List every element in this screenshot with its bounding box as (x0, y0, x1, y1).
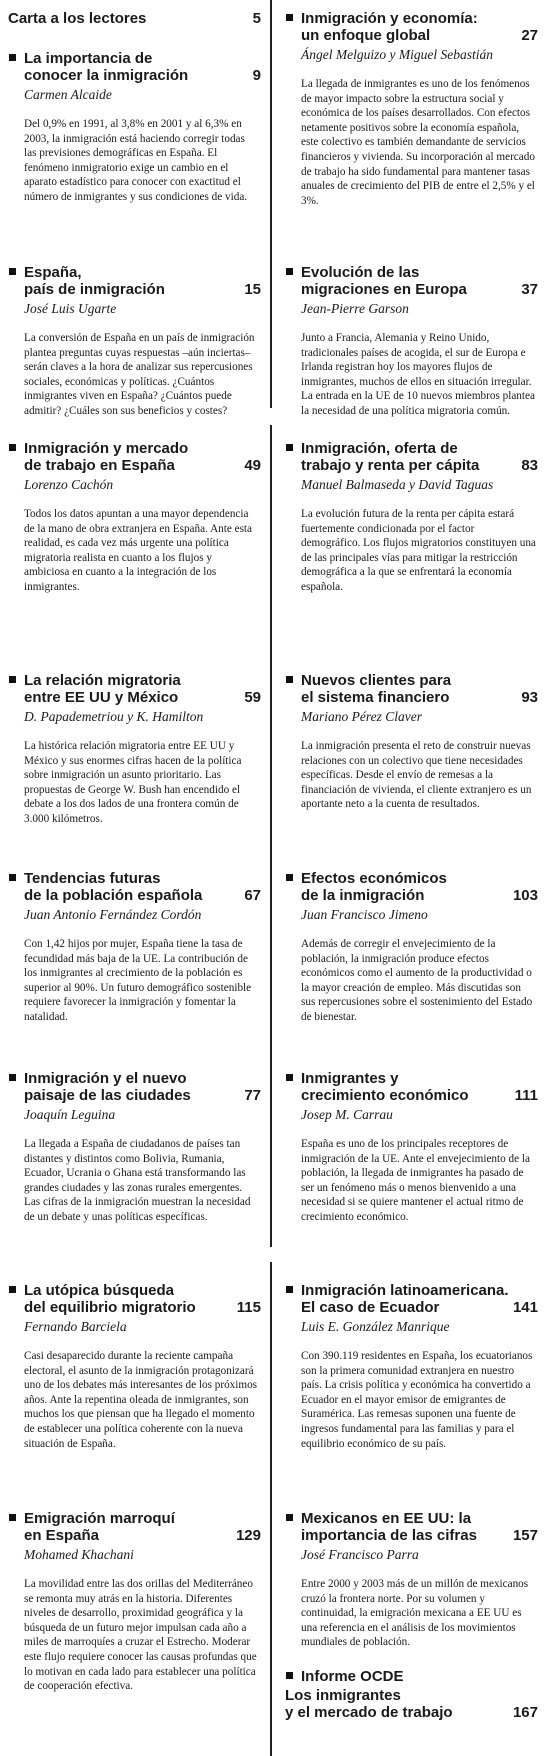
square-bullet-icon (286, 874, 293, 881)
intro-entry[interactable] (8, 10, 263, 27)
entry-author: Mohamed Khachani (24, 1547, 134, 1562)
entry-summary: Además de corregir el envejecimiento de la población, la inmigración produce efectos económicos como el aumento de la productividad o la mayor creación de empleo. Más discutidas son sus repercusiones sobre el sostenimiento del Estado de bienestar. (301, 938, 533, 1023)
entry-summary: Con 390.119 residentes en España, los ecuatorianos son la primera comunidad extranjera en nuestro país. La crisis política y económica ha convertido a Ecuador en el mayor emisor de emigrantes de Suramérica. Las remesas suponen una fuente de ingresos fundamental para las familias y para el equilibrio económico de su país. (301, 1350, 533, 1450)
entry-author: Ángel Melguizo y Miguel Sebastián (301, 47, 493, 62)
column-divider-middle (270, 425, 272, 1247)
entry-author: Lorenzo Cachón (24, 477, 114, 492)
page-number: 5 (252, 10, 261, 27)
entry-author: Juan Francisco Jimeno (301, 907, 428, 922)
page-number: 167 (512, 1704, 538, 1721)
entry-title: de trabajo en España (24, 457, 175, 474)
entry-summary: Casi desaparecido durante la reciente campaña electoral, el asunto de la inmigración protagonizará uno de los debates más interesantes de los próximos años. Ante la repentina oleada de inmigrantes, son muchos los que piensan que ha llegado el momento de establecer una política coherente con la nueva situación de España. (24, 1350, 258, 1450)
square-bullet-icon (9, 676, 16, 683)
entry-title: un enfoque global (301, 27, 431, 44)
entry-title: Inmigración y mercado (24, 440, 189, 457)
entry-author: Josep M. Carrau (301, 1107, 393, 1122)
page-number: 27 (521, 27, 538, 44)
square-bullet-icon (9, 874, 16, 881)
entry-summary: La conversión de España en un país de inmigración plantea preguntas cuyas respuestas –aún inciertas– serán claves a la hora de analizar sus repercusiones sociales, económicas y políticas. ¿Cuántos inmigrantes viven en España? ¿Cuántos puede admitir? ¿Cuáles son sus beneficios y costes? (24, 332, 255, 417)
square-bullet-icon (9, 1074, 16, 1081)
entry-title: de la población española (24, 887, 203, 904)
column-divider-bottom (270, 1262, 272, 1756)
article-entry[interactable] (285, 1282, 540, 1451)
entry-summary: Del 0,9% en 1991, al 3,8% en 2001 y al 6,3% en 2003, la inmigración está haciendo corregir todas las previsiones demográficas en España. El fenómeno inmigratorio exige un cambio en el aparato estadístico para conocer con exactitud el número de inmigrantes y sus condiciones de vida. (24, 118, 248, 203)
entry-author: Jean-Pierre Garson (301, 301, 409, 316)
entry-summary: La llegada de inmigrantes es uno de los fenómenos de mayor impacto sobre la estructura social y económica de los países desarrollados. Con efectos netamente positivos sobre la economía española, este colectivo es también demandante de servicios financieros y vivienda. Su incorporación al mercado de trabajo ha sido fundamental para mantener tasas anuales de crecimiento del PIB de entre el 2,5% y el 3%. (301, 78, 535, 207)
square-bullet-icon (9, 444, 16, 451)
page-number: 9 (252, 67, 261, 84)
entry-title: Nuevos clientes para (301, 672, 452, 689)
page-number: 37 (521, 281, 538, 298)
article-entry[interactable] (8, 870, 263, 1025)
entry-title: trabajo y renta per cápita (301, 457, 480, 474)
entry-author: Joaquín Leguina (24, 1107, 116, 1122)
page-number: 15 (244, 281, 261, 298)
square-bullet-icon (286, 676, 293, 683)
page-number: 103 (512, 887, 538, 904)
square-bullet-icon (286, 1514, 293, 1521)
report-entry[interactable] (285, 1668, 540, 1721)
article-entry[interactable] (285, 1510, 540, 1650)
entry-summary: Con 1,42 hijos por mujer, España tiene la tasa de fecundidad más baja de la UE. La contribución de los inmigrantes al crecimiento de la población es superior al 90%. Un futuro demográfico sostenible requiere favorecer la inmigración y fomentar la natalidad. (24, 938, 252, 1023)
square-bullet-icon (9, 1286, 16, 1293)
article-entry[interactable] (8, 440, 263, 595)
entry-summary: Todos los datos apuntan a una mayor dependencia de la mano de obra extranjera en España. Ante esta realidad, es cada vez más urgente una política migratoria realista en cuanto a los flujos y ambiciosa en cuanto a la integración de los inmigrantes. (24, 508, 252, 593)
entry-title: migraciones en Europa (301, 281, 467, 298)
article-entry[interactable] (8, 672, 263, 827)
entry-title: entre EE UU y México (24, 689, 179, 706)
article-entry[interactable] (285, 10, 540, 208)
entry-author: D. Papademetriou y K. Hamilton (24, 709, 204, 724)
entry-title: Evolución de las (301, 264, 420, 281)
entry-title: Emigración marroquí (24, 1510, 175, 1527)
page-number: 115 (236, 1299, 261, 1316)
entry-title: Los inmigrantes (285, 1687, 401, 1704)
article-entry[interactable] (285, 1070, 540, 1225)
entry-title: Inmigración latinoamericana. (301, 1282, 509, 1299)
entry-summary: La histórica relación migratoria entre EE UU y México y sus enormes cifras hacen de la política sobre inmigración un asunto prioritario. Las propuestas de George W. Bush han encendido el debate a los dos lados de una frontera común de 3.000 kilómetros. (24, 740, 242, 825)
entry-title: el sistema financiero (301, 689, 450, 706)
entry-title: conocer la inmigración (24, 67, 189, 84)
square-bullet-icon (9, 54, 16, 61)
page-number: 129 (235, 1527, 261, 1544)
article-entry[interactable] (285, 870, 540, 1025)
entry-title: Mexicanos en EE UU: la (301, 1510, 472, 1527)
entry-author: Luis E. González Manrique (301, 1319, 450, 1334)
page-number: 49 (244, 457, 261, 474)
entry-title: Inmigración, oferta de (301, 440, 458, 457)
entry-author: Juan Antonio Fernández Cordón (24, 907, 202, 922)
square-bullet-icon (286, 444, 293, 451)
entry-title: Carta a los lectores (8, 10, 147, 27)
square-bullet-icon (286, 14, 293, 21)
entry-title: Inmigración y economía: (301, 10, 478, 27)
entry-title: importancia de las cifras (301, 1527, 477, 1544)
square-bullet-icon (286, 1074, 293, 1081)
page-number: 157 (512, 1527, 538, 1544)
entry-title: La utópica búsqueda (24, 1282, 175, 1299)
page-number: 111 (514, 1087, 538, 1104)
article-entry[interactable] (285, 672, 540, 812)
entry-author: Fernando Barciela (24, 1319, 127, 1334)
square-bullet-icon (9, 268, 16, 275)
article-entry[interactable] (8, 1282, 263, 1451)
entry-title: Inmigración y el nuevo (24, 1070, 187, 1087)
entry-title: país de inmigración (24, 281, 165, 298)
entry-summary: La movilidad entre las dos orillas del Mediterráneo se remonta muy atrás en la historia. Diferentes niveles de desarrollo, proximidad geográfica y la búsqueda de un futuro mejor impulsan cada año a miles de marroquíes a cruzar el Estrecho. Moderar este flujo requiere conocer las causas profundas que lo motivan en cada lado para establecer una política de cooperación efectiva. (24, 1578, 257, 1693)
entry-title: La importancia de (24, 50, 153, 67)
entry-author: Carmen Alcaide (24, 87, 112, 102)
article-entry[interactable] (285, 264, 540, 419)
square-bullet-icon (9, 1514, 16, 1521)
square-bullet-icon (286, 268, 293, 275)
page-number: 77 (244, 1087, 261, 1104)
page-number: 141 (512, 1299, 538, 1316)
article-entry[interactable] (8, 264, 263, 419)
square-bullet-icon (286, 1286, 293, 1293)
entry-title: del equilibrio migratorio (24, 1299, 196, 1316)
page-number: 83 (521, 457, 538, 474)
entry-title: Efectos económicos (301, 870, 447, 887)
entry-title: Tendencias futuras (24, 870, 161, 887)
entry-author: José Luis Ugarte (24, 301, 117, 316)
entry-title: en España (24, 1527, 100, 1544)
article-entry[interactable] (285, 440, 540, 595)
entry-title: y el mercado de trabajo (285, 1704, 453, 1721)
square-bullet-icon (286, 1672, 293, 1679)
entry-author: Manuel Balmaseda y David Taguas (301, 477, 494, 492)
entry-title: crecimiento económico (301, 1087, 469, 1104)
page-number: 59 (244, 689, 261, 706)
article-entry[interactable] (8, 1070, 263, 1225)
entry-author: Mariano Pérez Claver (301, 709, 422, 724)
entry-title: Inmigrantes y (301, 1070, 399, 1087)
entry-summary: La llegada a España de ciudadanos de países tan distantes y distintos como Bolivia, Rumania, Ecuador, Ucrania o Ghana está transformando las grandes ciudades y las zonas rurales emergentes. Las cifras de la inmigración muestran la necesidad de un debate y unas políticas específicas. (24, 1138, 251, 1223)
entry-author: José Francisco Parra (301, 1547, 419, 1562)
entry-title: La relación migratoria (24, 672, 181, 689)
page-number: 93 (521, 689, 538, 706)
entry-title: de la inmigración (301, 887, 425, 904)
entry-title: España, (24, 264, 82, 281)
entry-summary: España es uno de los principales receptores de inmigración de la UE. Ante el envejecimiento de la población, la llegada de inmigrantes ha pasado de ser un fenómeno más o menos bienvenido a una necesidad si se quiere mantener el actual ritmo de crecimiento económico. (301, 1138, 530, 1223)
article-entry[interactable] (8, 1510, 263, 1694)
article-entry[interactable] (8, 50, 263, 205)
column-divider-top (270, 0, 272, 408)
report-label: Informe OCDE (301, 1668, 404, 1685)
entry-title: El caso de Ecuador (301, 1299, 440, 1316)
entry-title: paisaje de las ciudades (24, 1087, 191, 1104)
entry-summary: La evolución futura de la renta per cápita estará fuertemente condicionada por el factor demográfico. Los flujos migratorios constituyen una de las principales vías para mitigar la restricción demográfica a la que se enfrentará la economía española. (301, 508, 536, 593)
entry-summary: Entre 2000 y 2003 más de un millón de mexicanos cruzó la frontera norte. Por su volumen y continuidad, la emigración mexicana a EE UU es una referencia en el análisis de los movimientos mundiales de población. (301, 1578, 529, 1649)
page-number: 67 (244, 887, 261, 904)
entry-summary: Junto a Francia, Alemania y Reino Unido, tradicionales países de acogida, el sur de Europa e Irlanda registran hoy los mayores flujos de inmigrantes, muchos de ellos en situación irregular. La entrada en la UE de 10 nuevos miembros plantea la necesidad de una política migratoria común. (301, 332, 535, 417)
entry-summary: La inmigración presenta el reto de construir nuevas relaciones con un colectivo que tiene necesidades específicas. Desde el envío de remesas a la financiación de vivienda, el cliente extranjero es un aportante neto a la cuenta de resultados. (301, 740, 532, 811)
